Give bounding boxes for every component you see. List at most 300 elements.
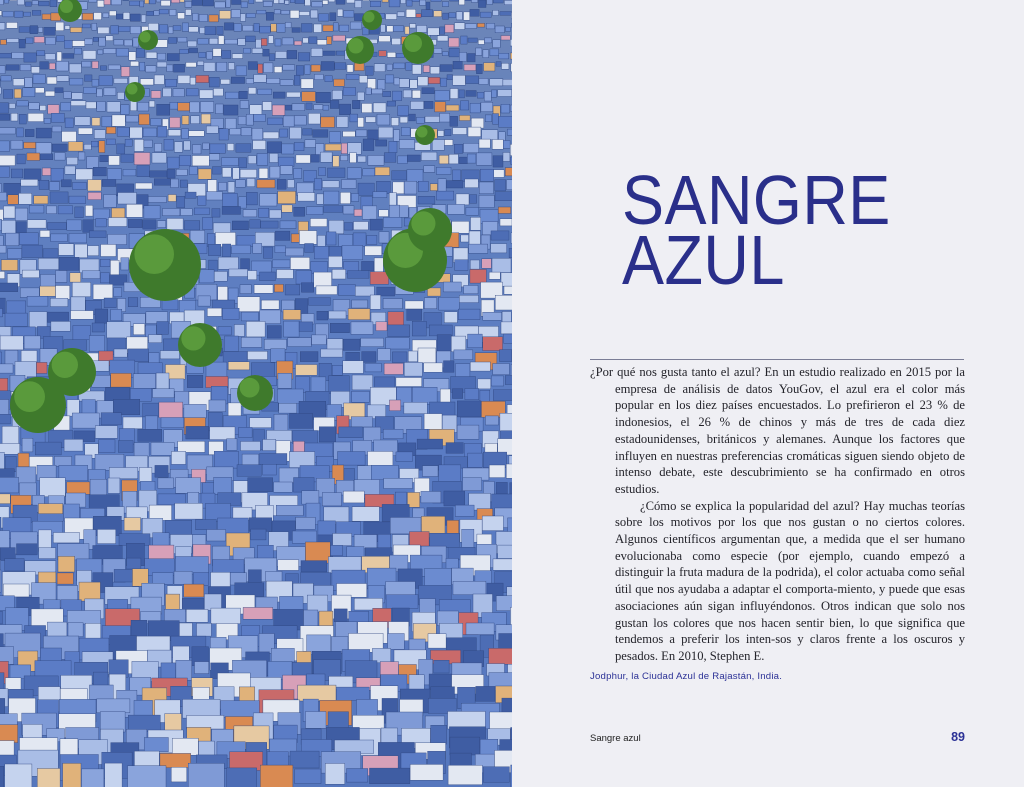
- house: [174, 64, 185, 72]
- house: [98, 27, 109, 33]
- house: [317, 40, 327, 45]
- house: [140, 1, 144, 7]
- house: [301, 283, 313, 293]
- house: [36, 128, 51, 138]
- house: [481, 102, 493, 112]
- house: [343, 339, 360, 350]
- house: [74, 48, 82, 54]
- house: [0, 309, 3, 317]
- house: [199, 52, 206, 57]
- house: [340, 192, 350, 203]
- house: [501, 36, 510, 41]
- house: [119, 27, 131, 32]
- house: [384, 153, 396, 163]
- house: [226, 0, 231, 7]
- house: [189, 27, 199, 32]
- house: [235, 583, 264, 597]
- house: [490, 49, 499, 56]
- house: [72, 41, 84, 47]
- house: [63, 763, 81, 787]
- tree-highlight: [52, 352, 78, 378]
- house: [124, 518, 141, 531]
- house: [328, 712, 349, 729]
- house: [274, 0, 279, 4]
- house: [237, 465, 261, 477]
- house: [267, 326, 281, 339]
- house: [211, 572, 231, 588]
- house: [117, 144, 125, 154]
- house: [141, 15, 146, 22]
- house: [296, 66, 303, 76]
- house: [69, 64, 81, 73]
- house: [3, 11, 14, 17]
- house: [38, 27, 43, 32]
- house: [442, 2, 449, 7]
- house: [383, 429, 403, 439]
- house: [336, 687, 369, 701]
- house: [455, 505, 474, 516]
- house: [368, 155, 384, 165]
- house: [298, 685, 336, 701]
- house: [468, 453, 482, 467]
- house: [106, 36, 113, 41]
- house: [232, 221, 248, 230]
- house: [146, 52, 157, 58]
- house: [339, 104, 350, 115]
- house: [440, 113, 450, 122]
- house: [229, 269, 248, 277]
- house: [224, 23, 233, 30]
- house: [393, 182, 404, 194]
- house: [477, 23, 484, 27]
- house: [222, 158, 239, 166]
- house: [324, 191, 339, 204]
- house: [471, 0, 477, 3]
- house: [10, 0, 17, 1]
- house: [143, 220, 156, 229]
- house: [111, 0, 121, 5]
- house: [241, 441, 261, 450]
- house: [75, 207, 84, 218]
- house: [484, 63, 495, 71]
- house: [370, 219, 383, 230]
- house: [392, 171, 407, 180]
- house: [197, 623, 212, 636]
- house: [358, 156, 366, 162]
- house: [82, 61, 91, 67]
- house: [149, 101, 155, 107]
- house: [16, 467, 36, 484]
- house: [139, 468, 152, 483]
- house: [126, 507, 147, 519]
- house: [459, 295, 478, 302]
- house: [92, 23, 97, 30]
- house: [279, 0, 284, 3]
- house: [269, 210, 281, 218]
- house: [62, 131, 77, 142]
- house: [314, 105, 323, 110]
- house: [157, 104, 170, 115]
- house: [176, 660, 192, 680]
- house: [330, 323, 349, 332]
- house: [424, 298, 436, 309]
- house: [383, 91, 391, 96]
- house: [0, 219, 2, 230]
- house: [347, 65, 353, 73]
- house: [431, 725, 447, 744]
- house: [487, 0, 493, 5]
- house: [214, 271, 227, 281]
- house: [299, 12, 309, 16]
- house: [465, 24, 476, 29]
- house: [223, 193, 238, 206]
- house: [470, 362, 490, 371]
- house: [151, 91, 161, 98]
- house: [105, 763, 122, 787]
- house: [450, 737, 480, 755]
- house: [248, 88, 256, 95]
- house: [476, 64, 482, 74]
- house: [424, 414, 442, 430]
- house: [423, 65, 430, 72]
- house: [412, 0, 419, 2]
- house: [5, 313, 27, 326]
- house: [124, 40, 132, 46]
- house: [420, 0, 426, 5]
- house: [370, 295, 380, 309]
- house: [8, 195, 18, 204]
- house: [274, 67, 282, 73]
- house: [65, 166, 76, 174]
- house: [466, 76, 479, 84]
- house: [230, 752, 263, 771]
- house: [498, 545, 512, 558]
- house: [278, 373, 292, 388]
- house: [362, 261, 374, 271]
- house: [86, 102, 96, 109]
- house: [167, 218, 183, 229]
- house: [190, 230, 205, 243]
- house: [135, 183, 152, 189]
- house: [0, 141, 9, 152]
- house: [134, 751, 159, 766]
- house: [239, 91, 247, 99]
- house: [400, 117, 408, 123]
- house: [333, 35, 345, 41]
- house: [422, 88, 434, 94]
- house: [219, 11, 230, 19]
- house: [143, 403, 159, 417]
- tree-highlight: [127, 84, 138, 95]
- house: [118, 441, 133, 453]
- house: [0, 673, 4, 690]
- house: [301, 79, 313, 88]
- house: [0, 114, 10, 120]
- house: [108, 65, 120, 70]
- house: [218, 327, 231, 335]
- house: [418, 196, 435, 204]
- house: [425, 116, 440, 122]
- house: [145, 0, 149, 4]
- house: [185, 192, 196, 198]
- house: [246, 36, 256, 42]
- house: [468, 334, 483, 348]
- house: [379, 36, 391, 42]
- house: [192, 156, 209, 166]
- house: [334, 79, 345, 86]
- house: [188, 41, 197, 47]
- house: [151, 442, 174, 455]
- house: [282, 38, 293, 45]
- house: [504, 334, 513, 343]
- house: [27, 220, 46, 228]
- house: [29, 205, 44, 213]
- house: [250, 418, 272, 428]
- house: [43, 249, 58, 258]
- house: [73, 182, 87, 189]
- house: [191, 116, 200, 124]
- house: [186, 62, 196, 67]
- house: [387, 64, 393, 70]
- house: [148, 23, 158, 31]
- house: [334, 609, 347, 622]
- house: [169, 38, 177, 44]
- house: [198, 169, 211, 179]
- house: [484, 92, 491, 102]
- house: [427, 288, 440, 296]
- house: [479, 78, 488, 84]
- house: [307, 595, 328, 612]
- house: [268, 36, 273, 44]
- house: [3, 90, 12, 99]
- house: [207, 52, 213, 59]
- house: [232, 54, 243, 59]
- house: [500, 413, 512, 431]
- house: [85, 75, 93, 81]
- house: [314, 272, 332, 287]
- house: [99, 76, 113, 86]
- house: [294, 207, 305, 216]
- house: [412, 321, 426, 336]
- house: [498, 207, 511, 214]
- house: [424, 101, 433, 108]
- house: [352, 507, 379, 522]
- house: [260, 26, 271, 33]
- house: [384, 478, 413, 488]
- house: [343, 88, 356, 96]
- house: [96, 218, 106, 227]
- house: [246, 192, 257, 205]
- house: [114, 40, 124, 45]
- house: [321, 349, 343, 357]
- house: [410, 764, 443, 780]
- house: [379, 232, 389, 243]
- house: [72, 93, 83, 100]
- house: [75, 244, 88, 258]
- house: [332, 269, 346, 279]
- house: [222, 244, 230, 257]
- house: [356, 130, 367, 137]
- house: [417, 25, 427, 32]
- house: [453, 128, 467, 135]
- house: [440, 27, 445, 34]
- house: [246, 114, 253, 125]
- house: [435, 91, 449, 101]
- house: [483, 50, 489, 58]
- house: [186, 426, 209, 439]
- house: [73, 326, 91, 340]
- house: [322, 493, 341, 506]
- house: [296, 517, 316, 529]
- house: [151, 119, 162, 126]
- house: [338, 452, 366, 466]
- house: [159, 402, 183, 418]
- house: [350, 114, 358, 122]
- house: [138, 102, 149, 111]
- house: [97, 0, 104, 7]
- house: [99, 38, 106, 47]
- house: [273, 92, 285, 98]
- house: [449, 48, 459, 57]
- house: [171, 0, 180, 3]
- house: [48, 223, 67, 230]
- house: [0, 23, 5, 30]
- house: [48, 105, 59, 114]
- house: [280, 129, 288, 137]
- house: [103, 49, 116, 54]
- house: [201, 114, 211, 124]
- house: [97, 89, 103, 97]
- house: [276, 505, 303, 515]
- house: [57, 76, 69, 82]
- house: [239, 158, 247, 168]
- house: [374, 377, 395, 388]
- house: [439, 155, 449, 164]
- house: [294, 41, 302, 45]
- house: [379, 51, 386, 57]
- house: [408, 351, 417, 362]
- house: [292, 531, 316, 543]
- house: [304, 610, 318, 628]
- house: [225, 118, 236, 129]
- house: [467, 54, 475, 62]
- house: [482, 516, 503, 531]
- house: [157, 322, 169, 335]
- house: [101, 273, 110, 283]
- house: [468, 38, 477, 42]
- house: [378, 127, 393, 138]
- house: [309, 37, 317, 44]
- house: [231, 77, 244, 84]
- house: [416, 117, 424, 123]
- house: [64, 40, 72, 48]
- house: [0, 87, 1, 94]
- house: [156, 0, 161, 2]
- house: [352, 391, 370, 402]
- house: [19, 39, 25, 48]
- house: [123, 169, 136, 176]
- house: [273, 260, 291, 268]
- house: [329, 311, 346, 319]
- house: [464, 64, 476, 70]
- tree-highlight: [181, 326, 205, 350]
- house: [491, 244, 507, 253]
- house: [492, 258, 511, 272]
- house: [480, 169, 493, 181]
- house: [370, 768, 410, 784]
- house: [160, 351, 179, 359]
- house: [2, 220, 16, 233]
- house: [58, 556, 75, 572]
- house: [126, 116, 138, 123]
- house: [252, 128, 263, 140]
- house: [171, 767, 187, 782]
- house: [447, 520, 459, 534]
- house: [296, 365, 318, 376]
- house: [40, 154, 52, 160]
- house: [323, 51, 335, 56]
- house: [333, 23, 338, 31]
- house: [464, 285, 478, 293]
- house: [446, 443, 463, 454]
- house: [207, 308, 221, 316]
- house: [344, 223, 353, 231]
- house: [148, 197, 166, 203]
- house: [432, 140, 444, 151]
- house: [209, 38, 218, 44]
- house: [270, 153, 279, 162]
- house: [70, 27, 82, 32]
- house: [295, 769, 321, 784]
- house: [254, 285, 273, 293]
- house: [280, 166, 292, 175]
- house: [491, 376, 503, 386]
- house: [20, 233, 39, 245]
- house: [30, 26, 38, 34]
- house: [313, 130, 328, 138]
- house: [92, 323, 104, 332]
- house: [367, 235, 377, 244]
- house: [321, 62, 334, 71]
- house: [343, 361, 364, 374]
- house: [171, 179, 179, 188]
- house: [261, 39, 267, 46]
- house: [228, 403, 241, 416]
- house: [339, 427, 363, 438]
- house: [478, 0, 486, 8]
- house: [271, 24, 277, 32]
- house: [257, 154, 268, 166]
- house: [0, 611, 2, 624]
- title-line-1: SANGRE: [622, 161, 891, 239]
- house: [157, 62, 167, 67]
- house: [448, 711, 486, 729]
- house: [325, 763, 345, 784]
- house: [224, 105, 239, 115]
- house: [206, 126, 218, 133]
- house: [401, 0, 406, 4]
- house: [373, 103, 386, 113]
- house: [98, 50, 103, 54]
- house: [56, 36, 64, 42]
- house: [82, 13, 93, 20]
- house: [285, 22, 291, 27]
- house: [452, 221, 469, 233]
- house: [118, 193, 137, 205]
- house: [170, 102, 178, 109]
- house: [0, 53, 11, 58]
- house: [325, 76, 332, 82]
